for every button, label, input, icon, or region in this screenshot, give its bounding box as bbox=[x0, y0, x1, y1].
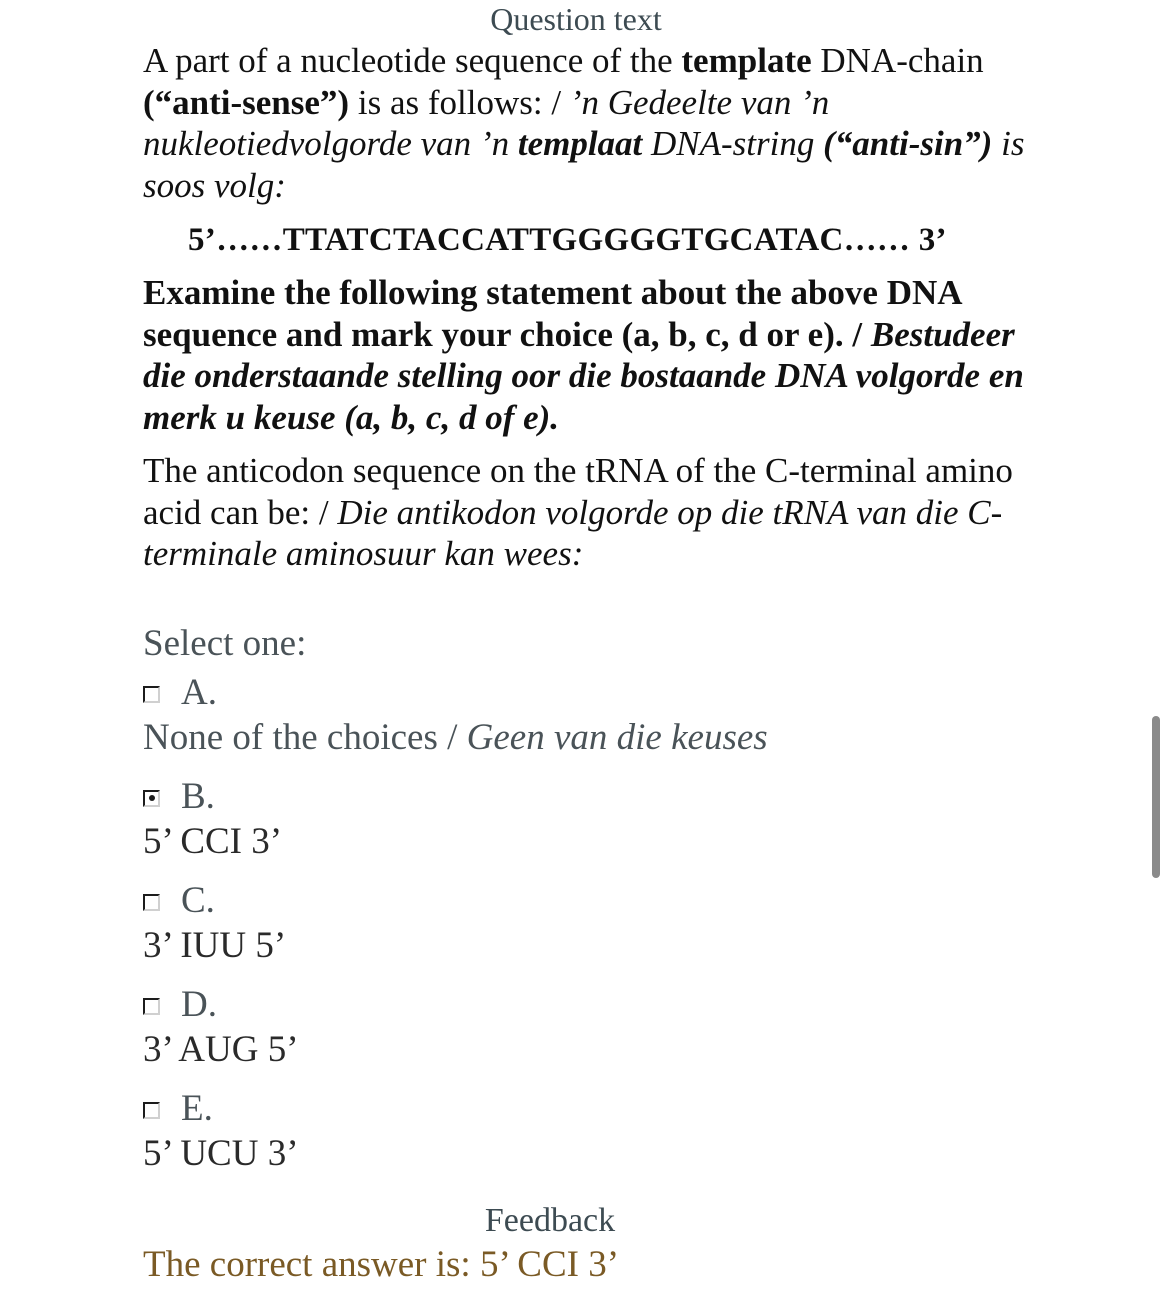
option-e-letter: E. bbox=[181, 1088, 213, 1129]
intro-bold-template: template bbox=[681, 41, 812, 80]
option-d[interactable] bbox=[143, 982, 1043, 1072]
option-e-text: 5’ UCU 3’ bbox=[143, 1133, 299, 1174]
intro-italic-1: ’n Gedeelte van ’n nukleotiedvolgorde van ’n bbox=[143, 82, 830, 163]
vertical-scrollbar[interactable] bbox=[1152, 716, 1160, 878]
answer-options bbox=[143, 622, 1043, 1190]
option-c-letter: C. bbox=[181, 880, 215, 921]
radio-option-a[interactable] bbox=[143, 686, 160, 703]
intro-italic-3: is soos volg: bbox=[143, 124, 1025, 205]
radio-option-b-selected[interactable] bbox=[143, 790, 160, 807]
intro-text-3: is as follows: / bbox=[349, 82, 570, 122]
correct-answer-text: The correct answer is: 5’ CCI 3’ bbox=[143, 1244, 620, 1285]
question-stem bbox=[143, 450, 1043, 575]
question-intro bbox=[143, 40, 1043, 206]
radio-option-e[interactable] bbox=[143, 1102, 160, 1119]
stem-afrikaans: Die antikodon volgorde op die tRNA van die C-terminale aminosuur kan wees: bbox=[143, 492, 1003, 573]
question-instruction bbox=[143, 272, 1043, 438]
question-text-header: Question text bbox=[490, 1, 662, 37]
option-a-text-afrikaans: Geen van die keuses bbox=[466, 717, 768, 758]
option-d-letter: D. bbox=[181, 984, 217, 1025]
dna-sequence: 5’……TTATCTACCATTGGGGGTGCATAC…… 3’ bbox=[188, 222, 947, 258]
instruction-afrikaans: Bestudeer die onderstaande stelling oor die bostaande DNA volgorde en merk u keuse (a, b, c, d of e). bbox=[143, 314, 1024, 437]
intro-italic-2: DNA-string bbox=[642, 124, 824, 163]
question-content bbox=[143, 40, 1043, 575]
option-a[interactable] bbox=[143, 670, 1043, 760]
option-b[interactable] bbox=[143, 774, 1043, 864]
option-d-text: 3’ AUG 5’ bbox=[143, 1029, 299, 1070]
intro-text-2: DNA-chain bbox=[811, 41, 984, 80]
intro-bold-anti-sense: (“anti-sense”) bbox=[143, 82, 350, 122]
intro-text-1: A part of a nucleotide sequence of the bbox=[143, 41, 682, 80]
option-c[interactable] bbox=[143, 878, 1043, 968]
intro-bold-templaat: templaat bbox=[517, 124, 643, 163]
stem-english: The anticodon sequence on the tRNA of the C-terminal amino acid can be: / bbox=[143, 451, 1013, 532]
instruction-english: Examine the following statement about the above DNA sequence and mark your choice (a, b, c, d or e). / bbox=[143, 273, 961, 354]
option-c-text: 3’ IUU 5’ bbox=[143, 925, 287, 966]
option-a-letter: A. bbox=[181, 672, 217, 713]
radio-option-c[interactable] bbox=[143, 894, 160, 911]
option-b-letter: B. bbox=[181, 776, 215, 817]
option-b-text: 5’ CCI 3’ bbox=[143, 821, 283, 862]
select-one-label: Select one: bbox=[143, 623, 307, 664]
intro-bold-anti-sin: (“anti-sin”) bbox=[823, 124, 993, 163]
option-a-text: None of the choices / Geen van die keuses bbox=[143, 717, 768, 758]
radio-option-d[interactable] bbox=[143, 998, 160, 1015]
radio-dot-icon bbox=[149, 795, 155, 801]
feedback-header: Feedback bbox=[484, 1202, 616, 1239]
option-e[interactable] bbox=[143, 1086, 1043, 1176]
